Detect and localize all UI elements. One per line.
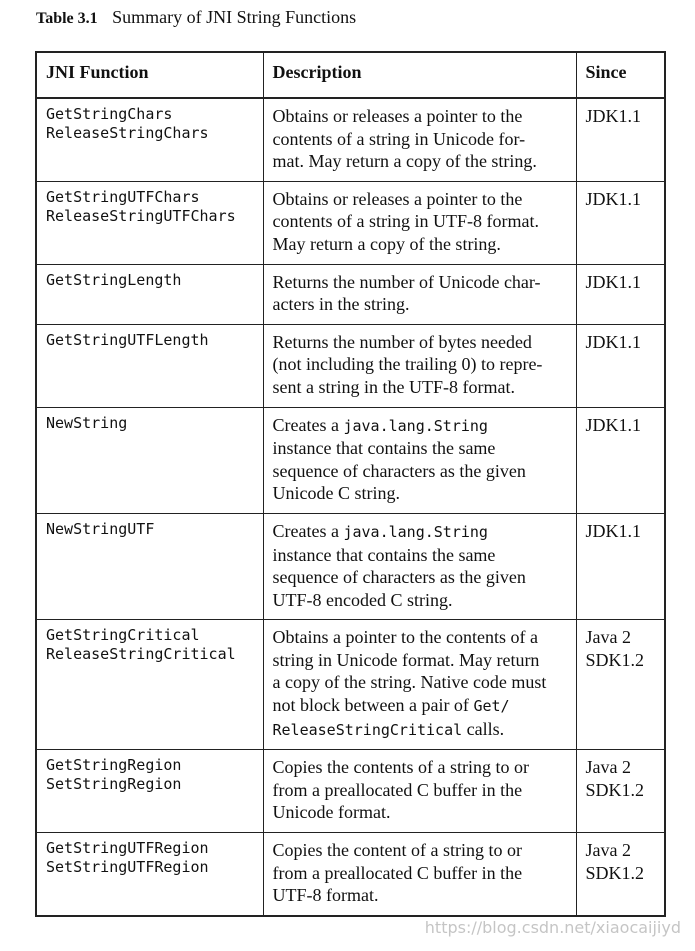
description-line: [273, 376, 568, 399]
description-line: [273, 756, 568, 779]
function-name: SetStringUTFRegion: [46, 858, 209, 877]
description-line: [273, 566, 568, 589]
description-cell: [263, 513, 576, 619]
table-header-row: [36, 52, 665, 98]
function-name-cell: [36, 513, 263, 619]
description-text: not block between a pair of: [272, 695, 474, 716]
description-line: [273, 626, 568, 649]
function-name: SetStringRegion: [46, 775, 182, 794]
description-line: [273, 188, 568, 211]
description-text: contents of a string in Unicode for-: [272, 128, 526, 149]
description-line: [273, 862, 568, 885]
inline-code: java.lang.String: [343, 522, 488, 541]
table-row: [36, 98, 665, 181]
since-cell: [576, 98, 665, 181]
description-line: [273, 718, 568, 742]
description-text: UTF-8 encoded C string.: [272, 589, 453, 610]
function-name-cell: [36, 98, 263, 181]
function-name: GetStringUTFChars: [46, 187, 200, 206]
since-cell: [576, 407, 665, 513]
description-line: [273, 482, 568, 505]
since-cell: [576, 264, 665, 324]
function-name-cell: [36, 750, 263, 833]
description-line: [273, 460, 568, 483]
function-name-cell: [36, 833, 263, 916]
description-line: [273, 353, 568, 376]
inline-code: java.lang.String: [343, 416, 488, 435]
table-row: [36, 407, 665, 513]
description-text: instance that contains the same: [272, 438, 496, 459]
description-line: [273, 414, 568, 438]
description-cell: [263, 750, 576, 833]
description-cell: [263, 264, 576, 324]
description-text: Unicode format.: [272, 802, 391, 823]
since-version: Java 2: [585, 627, 631, 648]
description-text: calls.: [462, 718, 505, 739]
description-text: Obtains or releases a pointer to the: [272, 106, 523, 126]
description-text: May return a copy of the string.: [272, 233, 501, 254]
table-row: [36, 833, 665, 916]
table-caption-label: Table 3.1: [36, 10, 98, 27]
description-text: (not including the trailing 0) to repre-: [272, 354, 543, 375]
since-cell: [576, 513, 665, 619]
header-jni-function: JNI Function: [36, 52, 263, 98]
description-text: Creates a: [272, 520, 344, 541]
function-name-cell: [36, 407, 263, 513]
table-body: [36, 98, 665, 916]
since-cell: [576, 324, 665, 407]
table-row: [36, 324, 665, 407]
table-row: [36, 264, 665, 324]
description-text: contents of a string in UTF-8 format.: [272, 211, 539, 232]
description-line: [273, 779, 568, 802]
function-name-cell: [36, 181, 263, 264]
description-text: Unicode C string.: [272, 483, 400, 504]
description-text: Copies the content of a string to or: [272, 840, 522, 861]
since-version: JDK1.1: [585, 271, 642, 292]
function-name: NewString: [46, 413, 128, 432]
description-cell: [263, 324, 576, 407]
table-row: [36, 750, 665, 833]
function-name: GetStringUTFLength: [46, 330, 209, 349]
description-cell: [263, 833, 576, 916]
description-text: string in Unicode format. May return: [272, 649, 540, 670]
description-line: [273, 884, 568, 907]
header-since: Since: [576, 52, 665, 98]
description-line: [273, 271, 568, 294]
since-version: JDK1.1: [585, 520, 642, 541]
description-text: instance that contains the same: [272, 544, 496, 565]
description-text: sequence of characters as the given: [272, 460, 526, 481]
description-text: Returns the number of bytes needed: [272, 331, 532, 352]
since-version: JDK1.1: [585, 106, 642, 126]
since-version: JDK1.1: [585, 414, 642, 435]
description-text: Obtains or releases a pointer to the: [272, 188, 523, 209]
function-name: ReleaseStringCritical: [46, 645, 236, 664]
function-name: GetStringUTFRegion: [46, 839, 209, 858]
since-cell: [576, 181, 665, 264]
since-version: SDK1.2: [585, 862, 645, 883]
description-line: [273, 437, 568, 460]
description-line: [273, 233, 568, 256]
description-line: [273, 210, 568, 233]
table-row: [36, 513, 665, 619]
description-line: [273, 544, 568, 567]
table-row: [36, 620, 665, 750]
description-text: a copy of the string. Native code must: [272, 672, 547, 693]
description-line: [273, 801, 568, 824]
function-name: GetStringLength: [46, 270, 182, 289]
since-version: JDK1.1: [585, 188, 642, 209]
description-line: [273, 150, 568, 173]
function-name-cell: [36, 264, 263, 324]
description-text: sent a string in the UTF-8 format.: [272, 376, 515, 397]
description-cell: [263, 181, 576, 264]
function-name: GetStringCritical: [46, 626, 200, 645]
description-text: from a preallocated C buffer in the: [272, 779, 523, 800]
description-cell: [263, 407, 576, 513]
description-text: mat. May return a copy of the string.: [272, 151, 537, 172]
description-line: [273, 520, 568, 544]
function-name-cell: [36, 324, 263, 407]
function-name: ReleaseStringChars: [46, 124, 209, 142]
description-text: UTF-8 format.: [272, 885, 379, 906]
description-line: [273, 671, 568, 694]
function-name: NewStringUTF: [46, 519, 155, 538]
jni-string-functions-table: [35, 51, 666, 917]
table-caption-title: Summary of JNI String Functions: [112, 7, 357, 27]
description-cell: [263, 620, 576, 750]
inline-code: Get/: [473, 697, 510, 716]
description-text: sequence of characters as the given: [272, 567, 526, 588]
description-text: Obtains a pointer to the contents of a: [272, 627, 538, 648]
description-text: Returns the number of Unicode char-: [272, 271, 541, 292]
table-row: [36, 181, 665, 264]
description-line: [273, 105, 568, 128]
inline-code: ReleaseStringCritical: [272, 720, 463, 739]
description-line: [273, 649, 568, 672]
since-version: Java 2: [585, 757, 631, 778]
description-line: [273, 589, 568, 612]
description-text: Creates a: [272, 414, 344, 435]
description-line: [273, 293, 568, 316]
table-caption: [36, 7, 356, 28]
description-line: [273, 331, 568, 354]
description-cell: [263, 98, 576, 181]
since-cell: [576, 833, 665, 916]
function-name: ReleaseStringUTFChars: [46, 206, 236, 225]
description-text: Copies the contents of a string to or: [272, 757, 529, 778]
function-name-cell: [36, 620, 263, 750]
function-name: GetStringRegion: [46, 756, 182, 775]
since-cell: [576, 620, 665, 750]
since-version: Java 2: [585, 840, 631, 861]
function-name: GetStringChars: [46, 105, 173, 123]
description-line: [273, 128, 568, 151]
since-version: SDK1.2: [585, 649, 645, 670]
description-text: acters in the string.: [272, 294, 410, 315]
description-line: [273, 839, 568, 862]
header-description: Description: [263, 52, 576, 98]
description-line: [273, 694, 568, 718]
watermark: https://blog.csdn.net/xiaocaijiyd: [424, 918, 681, 937]
since-version: JDK1.1: [585, 331, 642, 352]
description-text: from a preallocated C buffer in the: [272, 862, 523, 883]
since-cell: [576, 750, 665, 833]
since-version: SDK1.2: [585, 779, 645, 800]
